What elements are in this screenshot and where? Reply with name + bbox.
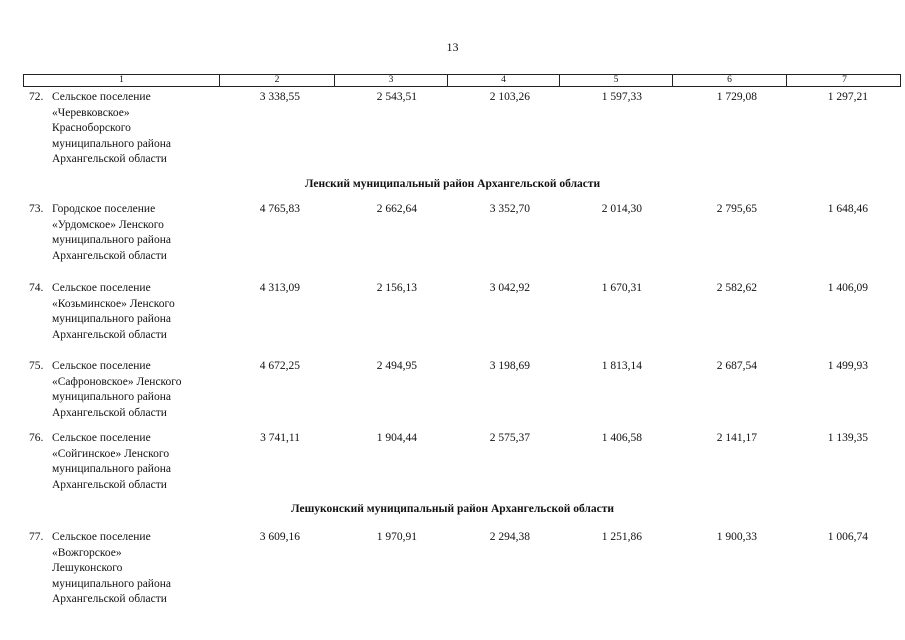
section-title: Ленский муниципальный район Архангельской области — [304, 178, 601, 190]
value-col-6: 1 900,33 — [716, 531, 757, 543]
value-col-7: 1 297,21 — [827, 91, 868, 103]
value-col-2: 4 672,25 — [259, 360, 300, 372]
value-col-6: 2 582,62 — [716, 282, 757, 294]
settlement-name: Сельское поселение «Сафроновское» Ленского муниципального района Архангельской области — [52, 360, 182, 419]
row-number: 77. — [29, 531, 44, 543]
row-number: 73. — [29, 203, 44, 215]
value-col-5: 2 014,30 — [601, 203, 642, 215]
value-col-2: 4 313,09 — [259, 282, 300, 294]
value-col-5: 1 813,14 — [601, 360, 642, 372]
value-col-3: 1 904,44 — [376, 432, 417, 444]
table-header-row — [23, 74, 901, 87]
value-col-4: 3 198,69 — [489, 360, 530, 372]
section-title: Лешуконский муниципальный район Архангельской области — [291, 503, 614, 515]
row-number: 74. — [29, 282, 44, 294]
value-col-3: 2 156,13 — [376, 282, 417, 294]
column-header-7: 7 — [786, 75, 902, 86]
value-col-2: 3 741,11 — [260, 432, 300, 444]
value-col-7: 1 648,46 — [827, 203, 868, 215]
settlement-name: Городское поселение «Урдомское» Ленского муниципального района Архангельской области — [52, 203, 171, 262]
value-col-7: 1 406,09 — [827, 282, 868, 294]
value-col-6: 2 795,65 — [716, 203, 757, 215]
column-header-1: 1 — [119, 75, 124, 85]
column-header-4: 4 — [447, 75, 559, 86]
value-col-5: 1 597,33 — [601, 91, 642, 103]
value-col-3: 2 662,64 — [376, 203, 417, 215]
row-number: 75. — [29, 360, 44, 372]
settlement-name: Сельское поселение «Козьминское» Ленского муниципального района Архангельской области — [52, 282, 175, 341]
value-col-4: 3 352,70 — [489, 203, 530, 215]
column-header-2: 2 — [219, 75, 334, 86]
value-col-2: 3 338,55 — [259, 91, 300, 103]
column-header-6: 6 — [672, 75, 786, 86]
column-header-5: 5 — [559, 75, 672, 86]
value-col-7: 1 006,74 — [827, 531, 868, 543]
value-col-4: 2 294,38 — [489, 531, 530, 543]
value-col-5: 1 670,31 — [601, 282, 642, 294]
row-number: 72. — [29, 91, 44, 103]
value-col-5: 1 251,86 — [601, 531, 642, 543]
value-col-4: 3 042,92 — [489, 282, 530, 294]
value-col-6: 2 141,17 — [716, 432, 757, 444]
page-number: 13 — [446, 40, 459, 54]
settlement-name: Сельское поселение «Вожгорское» Лешуконского муниципального района Архангельской области — [52, 531, 171, 605]
value-col-6: 2 687,54 — [716, 360, 757, 372]
row-number: 76. — [29, 432, 44, 444]
value-col-3: 1 970,91 — [376, 531, 417, 543]
value-col-2: 3 609,16 — [259, 531, 300, 543]
value-col-7: 1 139,35 — [827, 432, 868, 444]
column-header-3: 3 — [334, 75, 447, 86]
settlement-name: Сельское поселение «Сойгинское» Ленского муниципального района Архангельской области — [52, 432, 171, 491]
value-col-4: 2 103,26 — [489, 91, 530, 103]
settlement-name: Сельское поселение «Черевковское» Красноборского муниципального района Архангельской области — [52, 91, 171, 165]
value-col-3: 2 494,95 — [376, 360, 417, 372]
value-col-4: 2 575,37 — [489, 432, 530, 444]
value-col-3: 2 543,51 — [376, 91, 417, 103]
value-col-2: 4 765,83 — [259, 203, 300, 215]
value-col-7: 1 499,93 — [827, 360, 868, 372]
value-col-6: 1 729,08 — [716, 91, 757, 103]
value-col-5: 1 406,58 — [601, 432, 642, 444]
